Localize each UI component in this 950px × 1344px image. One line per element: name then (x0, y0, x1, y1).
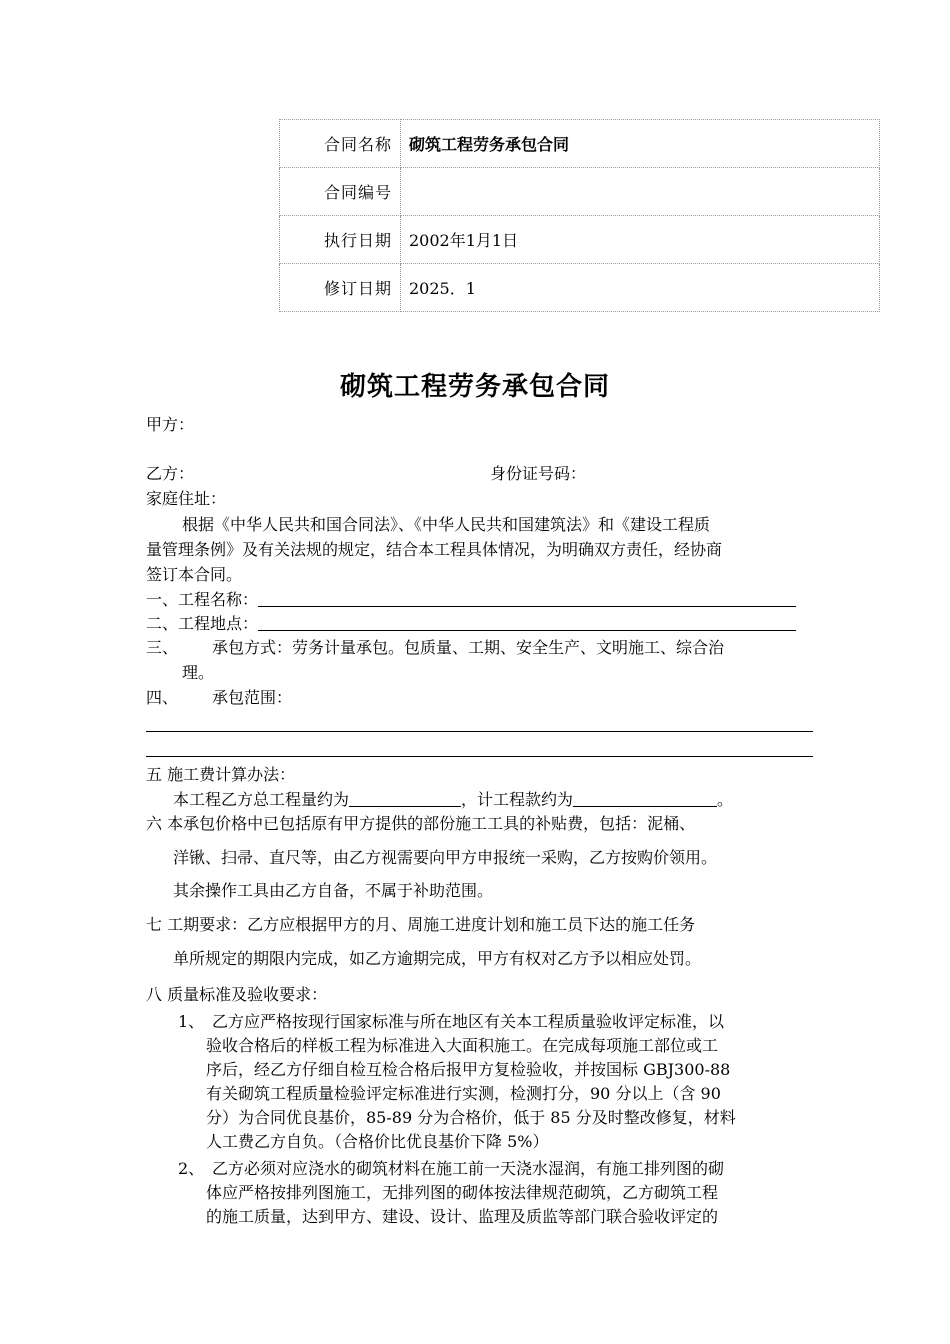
clause-8-1-line: 分）为合同优良基价，85-89 分为合格价，低于 85 分及时整改修复，材料 (206, 1108, 736, 1127)
total-quantity-blank (349, 788, 461, 807)
clause-8-1-line: 有关砌筑工程质量检验评定标准进行实测，检测打分，90 分以上（含 90 (206, 1084, 721, 1103)
section-4-number: 四、 (146, 688, 179, 707)
section-7-line: 七 工期要求：乙方应根据甲方的月、周施工进度计划和施工员下达的施工任务 (146, 915, 696, 934)
contract-info-table (279, 119, 880, 312)
preamble-line: 量管理条例》及有关法规的规定，结合本工程具体情况，为明确双方责任，经协商 (146, 540, 723, 559)
section-6-line: 六 本承包价格中已包括原有甲方提供的部份施工工具的补贴费，包括：泥桶、 (146, 814, 696, 833)
section-2-label: 二、工程地点： (146, 614, 259, 633)
section-8-heading: 八 质量标准及验收要求： (146, 985, 328, 1004)
contract-name-value: 砌筑工程劳务承包合同 (401, 120, 880, 168)
section-3-text: 承包方式：劳务计量承包。包质量、工期、安全生产、文明施工、综合治 (212, 638, 725, 657)
clause-8-1-number: 1、 (178, 1012, 205, 1031)
scope-blank-line (146, 731, 813, 732)
section-3-continuation: 理。 (182, 663, 215, 682)
table-row (280, 168, 880, 216)
preamble-line: 签订本合同。 (146, 565, 243, 584)
table-row (280, 120, 880, 168)
clause-8-2-number: 2、 (178, 1159, 205, 1178)
scope-blank-line (146, 756, 813, 757)
section-5-heading: 五 施工费计算办法： (146, 765, 296, 784)
section-1-label: 一、工程名称： (146, 590, 259, 609)
section-6-line: 洋锹、扫帚、直尺等，由乙方视需要向甲方申报统一采购，乙方按购价领用。 (173, 848, 718, 867)
section-7-line: 单所规定的期限内完成，如乙方逾期完成，甲方有权对乙方予以相应处罚。 (173, 949, 702, 968)
clause-8-1-line: 人工费乙方自负。（合格价比优良基价下降 5%） (206, 1132, 549, 1151)
id-number-label: 身份证号码： (490, 464, 587, 483)
clause-8-1-line: 验收合格后的样板工程为标准进入大面积施工。在完成每项施工部位或工 (206, 1036, 719, 1055)
section-2-project-location (146, 612, 796, 636)
clause-8-1-line: 序后，经乙方仔细自检互检合格后报甲方复检验收，并按国标 GBJ300-88 (206, 1060, 731, 1079)
section-4-text: 承包范围： (212, 688, 293, 707)
document-title: 砌筑工程劳务承包合同 (339, 372, 610, 402)
total-amount-label: ，计工程款约为 (461, 790, 574, 809)
table-row (280, 216, 880, 264)
section-1-project-name (146, 588, 796, 612)
effective-date-value: 2002年1月1日 (401, 216, 880, 264)
total-quantity-label: 本工程乙方总工程量约为 (173, 790, 350, 809)
contract-number-value (401, 168, 880, 216)
revision-date-label: 修订日期 (280, 264, 401, 312)
clause-8-2-line: 的施工质量，达到甲方、建设、设计、监理及质监等部门联合验收评定的 (206, 1207, 719, 1226)
revision-date-value: 2025．1 (401, 264, 880, 312)
party-a-label: 甲方： (146, 415, 195, 434)
section-6-line: 其余操作工具由乙方自备，不属于补助范围。 (173, 881, 494, 900)
clause-8-1-line: 乙方应严格按现行国家标准与所在地区有关本工程质量验收评定标准，以 (212, 1012, 725, 1031)
clause-8-2-line: 体应严格按排列图施工，无排列图的砌体按法律规范砌筑，乙方砌筑工程 (206, 1183, 719, 1202)
clause-8-2-line: 乙方必须对应浇水的砌筑材料在施工前一天浇水湿润，有施工排列图的砌 (212, 1159, 725, 1178)
contract-number-label: 合同编号 (280, 168, 401, 216)
effective-date-label: 执行日期 (280, 216, 401, 264)
home-address-label: 家庭住址： (146, 489, 227, 508)
contract-name-label: 合同名称 (280, 120, 401, 168)
table-row (280, 264, 880, 312)
total-amount-blank (573, 788, 717, 807)
party-b-label: 乙方： (146, 464, 195, 483)
section-5-amounts (173, 788, 733, 812)
section-5-end: 。 (717, 790, 734, 809)
section-3-number: 三、 (146, 638, 179, 657)
preamble-line: 根据《中华人民共和国合同法》、《中华人民共和国建筑法》和《建设工程质 (182, 515, 711, 534)
project-location-blank (258, 612, 796, 631)
project-name-blank (258, 588, 796, 607)
